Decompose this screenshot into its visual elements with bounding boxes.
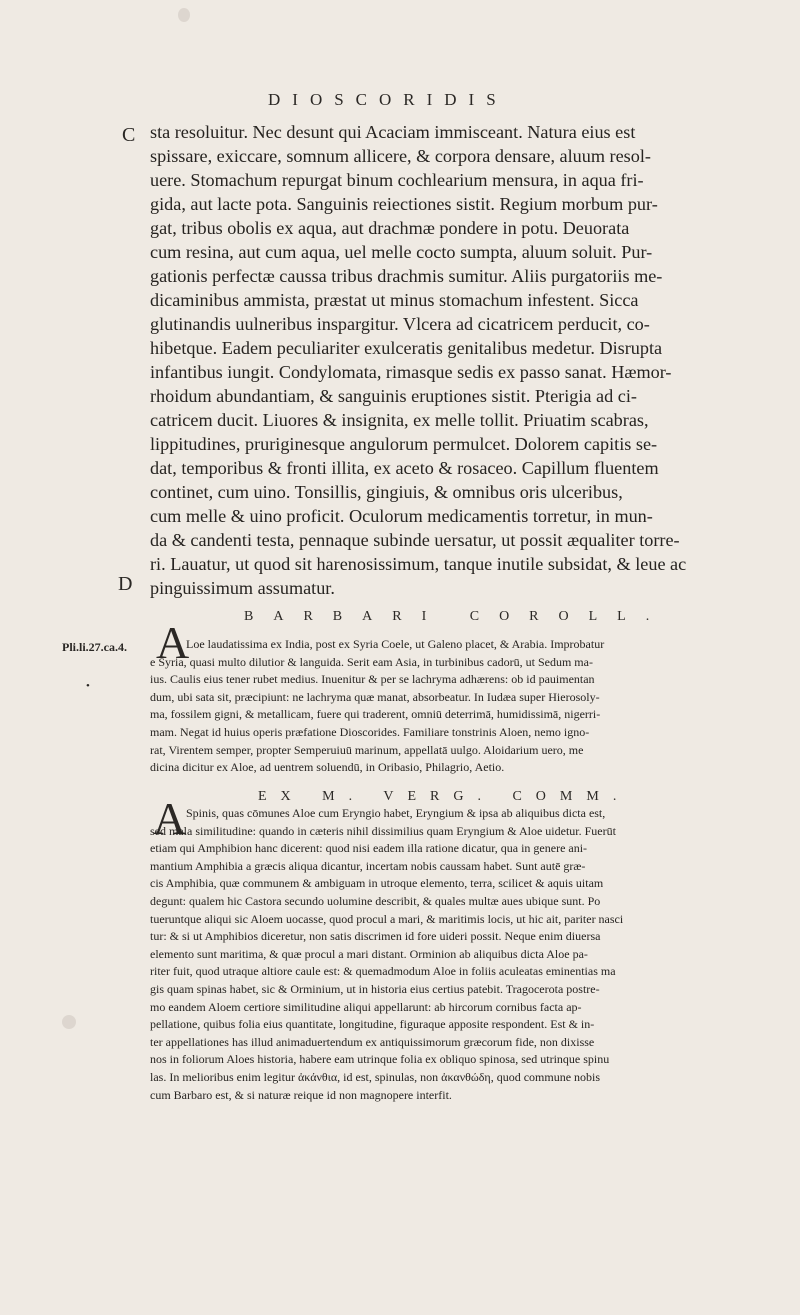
barbari-commentary — [150, 636, 800, 777]
text-line: dum, ubi sata sit, præcipiunt: ne lachryma quæ manat, absorbeatur. In Iudæa super Hierosoly- — [150, 689, 600, 704]
text-line: rat, Virentem semper, propter Semperuiuū marinum, appellatā uulgo. Aloidarium uero, me — [150, 742, 584, 757]
text-line: pinguissimum assumatur. — [150, 578, 335, 598]
text-line: glutinandis uulneribus inspargitur. Vlcera ad cicatricem perducit, co- — [150, 314, 650, 334]
margin-letter-c: C — [122, 124, 136, 146]
text-line: gis quam spinas habet, sic & Orminium, ut in historia eius certius patebit. Tragocerota postre- — [150, 981, 600, 996]
text-line: rhoidum abundantiam, & sanguinis eruptiones sistit. Pterigia ad ci- — [150, 386, 637, 406]
page-stain — [178, 8, 190, 22]
text-line: sed mala similitudine: quando in cæteris nihil dissimilius quam Eryngium & Aloe uidetur. Fuerūt — [150, 823, 616, 838]
text-line: elemento sunt maritima, & quæ procul a mari distant. Orminion ab aliquibus dicta Aloe pa- — [150, 946, 588, 961]
text-line: mo eandem Aloem certiore similitudine aliqui appellarunt: ab hircorum cornibus facta ap- — [150, 999, 582, 1014]
text-line: sta resoluitur. Nec desunt qui Acaciam immisceant. Natura eius est — [150, 122, 636, 142]
main-text-block — [150, 120, 800, 600]
text-line: catricem ducit. Liuores & insignita, ex melle tollit. Priuatim scabras, — [150, 410, 649, 430]
text-line: dicaminibus ammista, præstat ut minus stomachum infestent. Sicca — [150, 290, 639, 310]
text-line: ri. Lauatur, ut quod sit harenosissimum, tanque inutile subsidat, & leue ac — [150, 554, 687, 574]
running-head: DIOSCORIDIS — [268, 90, 508, 109]
text-line: tur: & si ut Amphibios diceretur, non satis discrimen id fore uideri possit. Neque enim diuersa — [150, 929, 601, 944]
text-line: e Syria, quasi multo dilutior & languida. Serit eam Asia, in turbinibus cadorū, ut Sedum ma- — [150, 654, 593, 669]
text-line: hibetque. Eadem peculiariter exulceratis genitalibus medetur. Disrupta — [150, 338, 663, 358]
text-line: Loe laudatissima ex India, post ex Syria Coele, ut Galeno placet, & Arabia. Improbatur — [186, 637, 605, 651]
text-line: mantium Amphibia a græcis aliqua dicantur, incertam nobis caussam habet. Sunt autē græ- — [150, 858, 586, 873]
page-stain — [62, 1015, 76, 1029]
text-line: gida, aut lacte pota. Sanguinis reiectiones sistit. Regium morbum pur- — [150, 194, 658, 214]
text-line: dat, temporibus & fronti illita, ex aceto & rosaceo. Capillum fluentem — [150, 458, 659, 478]
text-line: degunt: qualem hic Castora secundo uolumine describit, & quales multæ aues ubique sunt. Po — [150, 893, 601, 908]
text-line: da & candenti testa, pennaque subinde uersatur, ut possit æqualiter torre- — [150, 530, 680, 550]
text-line: cum melle & uino proficit. Oculorum medicamentis torretur, in mun- — [150, 506, 653, 526]
text-line: pellatione, quibus folia eius quantitate, longitudine, figuraque apposite respondent. Est & in- — [150, 1017, 595, 1032]
text-line: etiam qui Amphibion hanc dicerent: quod nisi eadem illa ratione dicatur, qua in genere ani- — [150, 841, 588, 856]
text-line: Spinis, quas cōmunes Aloe cum Eryngio habet, Eryngium & ipsa ab aliquibus dicta est, — [186, 806, 606, 820]
text-line: cis Amphibia, quæ communem & ambiguam in utroque elemento, terra, scilicet & aquis uitam — [150, 876, 604, 891]
text-line: tueruntque aliqui sic Aloem uocasse, quod procul a mari, & maritimis locis, ut hic ait, pariter nasci — [150, 911, 624, 926]
text-line: gationis perfectæ caussa tribus drachmis sumitur. Aliis purgatoriis me- — [150, 266, 663, 286]
text-line: continet, cum uino. Tonsillis, gingiuis, & omnibus oris ulceribus, — [150, 482, 623, 502]
text-line: uere. Stomachum repurgat binum cochlearium mensura, in aqua fri- — [150, 170, 644, 190]
text-line: cum resina, aut cum aqua, uel melle cocto sumpta, aluum soluit. Pur- — [150, 242, 653, 262]
verg-heading: EX M. VERG. COMM. — [258, 789, 631, 804]
drop-cap: A — [153, 793, 187, 844]
text-line: mam. Negat id huius operis præfatione Dioscorides. Familiare tonstrinis Aloen, nemo igno- — [150, 724, 590, 739]
margin-letter-d: D — [118, 573, 133, 595]
text-line: las. In melioribus enim legitur ἀκάνθια, id est, spinulas, non ἀκανθώδη, quod commune nobis — [150, 1069, 601, 1084]
text-line: riter fuit, quod utraque altiore caule est: & quemadmodum Aloe in foliis aculeatas eminentias ma — [150, 964, 616, 979]
margin-bullet: • — [86, 680, 90, 692]
text-line: ter appellationes has illud animaduertendum ex antiquissimorum græcorum fide, non dixisse — [150, 1034, 595, 1049]
text-line: spissare, exiccare, somnum allicere, & corpora densare, aluum resol- — [150, 146, 651, 166]
text-line: infantibus iungit. Condylomata, rimasque sedis ex passo sanat. Hæmor- — [150, 362, 672, 382]
text-line: ma, fossilem gigni, & metallicam, fuere qui traderent, omniū deterrimā, humidissimā, nigerri- — [150, 707, 601, 722]
margin-reference: Pli.li.27.ca.4. — [62, 640, 127, 654]
verg-commentary — [150, 805, 800, 1104]
text-line: ius. Caulis eius tener rubet medius. Inuenitur & per se lachryma adhærens: ob id pauimentan — [150, 672, 595, 687]
barbari-heading: BARBARI COROLL. — [244, 609, 670, 624]
text-line: nos in foliorum Aloes historia, habere eam utrinque folia ex obliquo spinosa, sed utrinque spinu — [150, 1052, 610, 1067]
text-line: cum Barbaro est, & si naturæ reique id non magnopere interfit. — [150, 1087, 452, 1102]
drop-cap: A — [156, 617, 190, 668]
text-line: dicina dicitur ex Aloe, ad uentrem soluendū, in Oribasio, Philagrio, Aetio. — [150, 760, 505, 775]
text-line: lippitudines, pruriginesque angulorum permulcet. Dolorem capitis se- — [150, 434, 658, 454]
text-line: gat, tribus obolis ex aqua, aut drachmæ pondere in potu. Deuorata — [150, 218, 630, 238]
